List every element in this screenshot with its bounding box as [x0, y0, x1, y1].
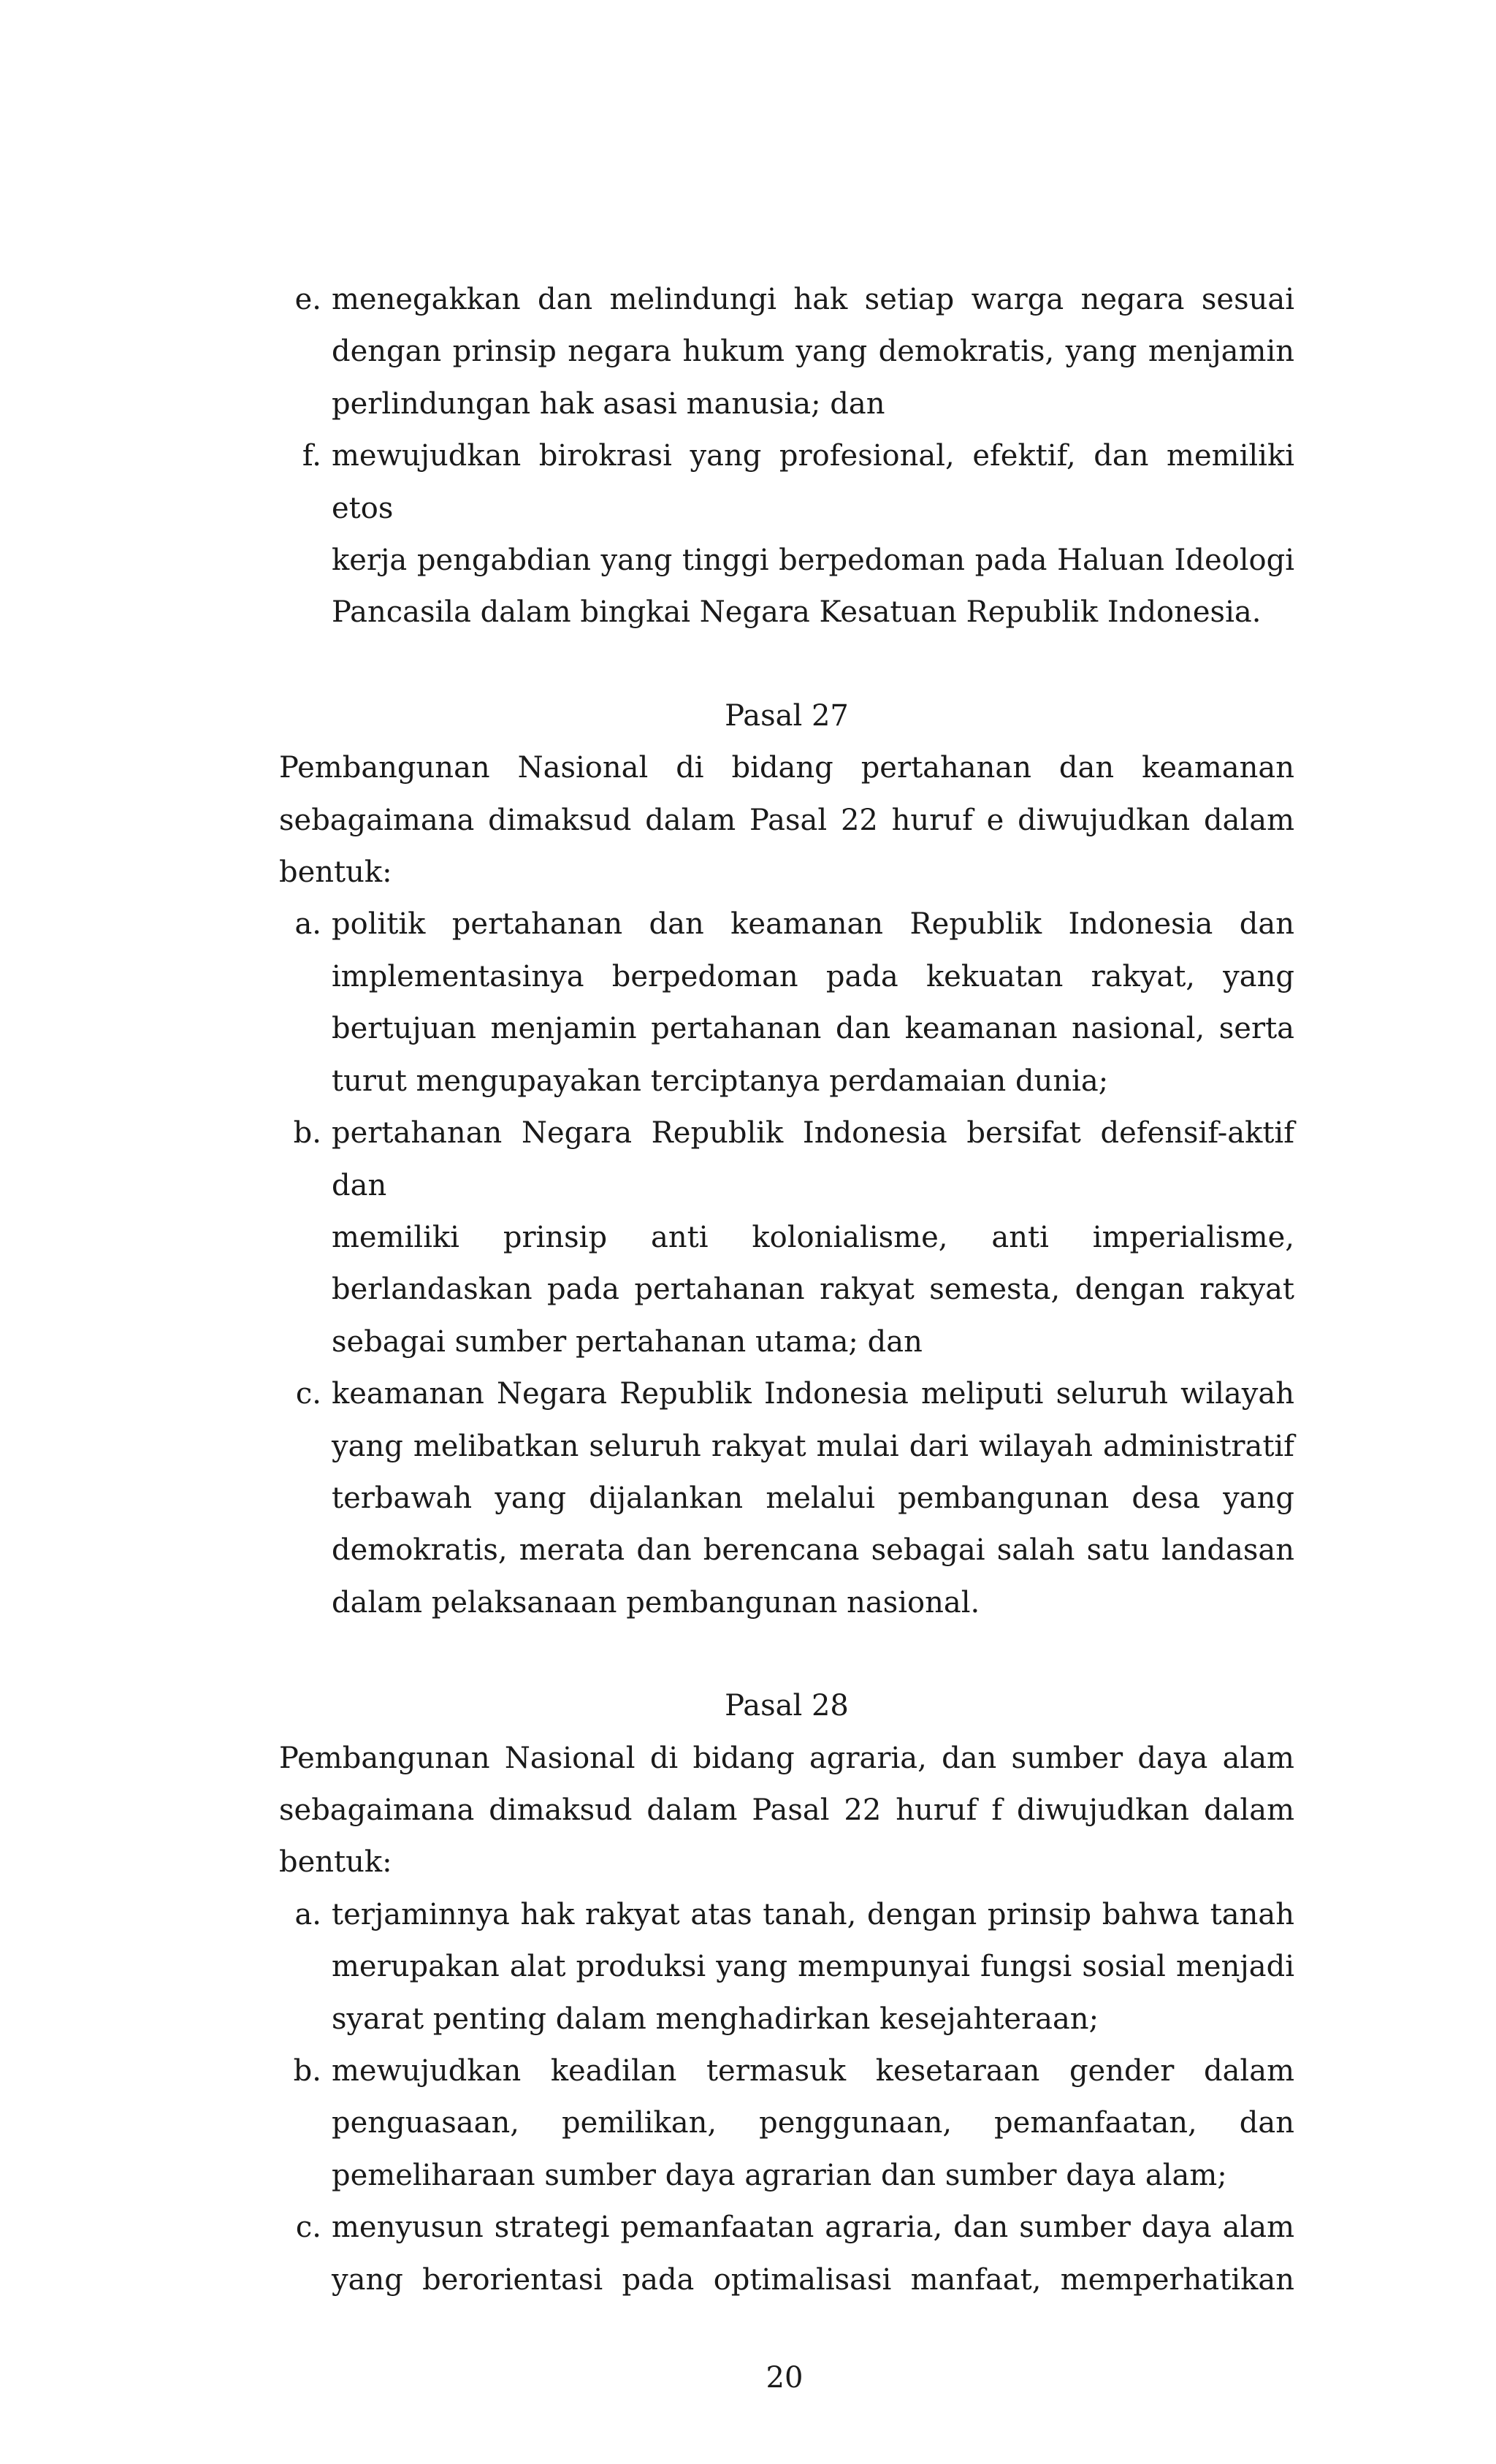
list-item-text: [332, 1368, 1294, 1629]
text-line: terjaminnya hak rakyat atas tanah, dengan prinsip bahwa tanah: [332, 1897, 1294, 1931]
text-line: dalam pelaksanaan pembangunan nasional.: [332, 1585, 980, 1620]
text-line: Pembangunan Nasional di bidang agraria, dan sumber daya alam: [279, 1741, 1294, 1775]
text-line: yang berorientasi pada optimalisasi manfaat, memperhatikan: [332, 2262, 1294, 2297]
text-line: Pembangunan Nasional di bidang pertahanan dan keamanan: [279, 751, 1294, 785]
text-line: mewujudkan birokrasi yang profesional, efektif, dan memiliki etos: [332, 439, 1294, 525]
text-line: bertujuan menjamin pertahanan dan keamanan nasional, serta: [332, 1012, 1294, 1046]
list-marker: c.: [295, 2211, 321, 2245]
text-line: demokratis, merata dan berencana sebagai salah satu landasan: [332, 1533, 1294, 1568]
text-line: berlandaskan pada pertahanan rakyat semesta, dengan rakyat: [332, 1273, 1294, 1307]
text-line: terbawah yang dijalankan melalui pembangunan desa yang: [332, 1481, 1294, 1515]
list-item-f: [279, 430, 1294, 639]
section-heading: Pasal 27: [725, 698, 849, 733]
section-intro: [279, 1733, 1294, 1889]
list-item-c: [279, 1368, 1294, 1629]
text-line: kerja pengabdian yang tinggi berpedoman pada Haluan Ideologi: [332, 543, 1294, 578]
list-item-text: [332, 2202, 1294, 2306]
text-line: memiliki prinsip anti kolonialisme, anti imperialisme,: [332, 1220, 1294, 1254]
list-item-b: [279, 2045, 1294, 2202]
text-line: merupakan alat produksi yang mempunyai fungsi sosial menjadi: [332, 1950, 1294, 1984]
text-line: implementasinya berpedoman pada kekuatan rakyat, yang: [332, 959, 1294, 993]
section-heading: Pasal 28: [725, 1689, 849, 1723]
text-line: dengan prinsip negara hukum yang demokratis, yang menjamin: [332, 335, 1294, 369]
text-line: penguasaan, pemilikan, penggunaan, pemanfaatan, dan: [332, 2106, 1294, 2140]
list-item-text: [332, 1889, 1294, 2045]
list-marker: e.: [294, 283, 321, 316]
list-item-c: [279, 2202, 1294, 2306]
text-line: menyusun strategi pemanfaatan agraria, dan sumber daya alam: [332, 2211, 1294, 2245]
text-line: bentuk:: [279, 1845, 392, 1880]
list-marker: f.: [302, 439, 321, 473]
list-item-text: [332, 274, 1294, 430]
list-marker: a.: [294, 1897, 321, 1931]
text-line: sebagai sumber pertahanan utama; dan: [332, 1324, 923, 1359]
list-item-b: [279, 1107, 1294, 1368]
text-line: turut mengupayakan terciptanya perdamaian dunia;: [332, 1064, 1109, 1098]
text-line: bentuk:: [279, 855, 392, 890]
text-line: perlindungan hak asasi manusia; dan: [332, 386, 885, 421]
list-item-text: [332, 2045, 1294, 2202]
text-line: sebagaimana dimaksud dalam Pasal 22 huruf e diwujudkan dalam: [279, 803, 1294, 837]
list-item-text: [332, 1107, 1294, 1368]
text-line: politik pertahanan dan keamanan Republik Indonesia dan: [332, 907, 1294, 942]
list-top: [279, 274, 1294, 639]
text-line: mewujudkan keadilan termasuk kesetaraan gender dalam: [332, 2054, 1294, 2088]
page-number: 20: [766, 2361, 804, 2395]
list-marker: a.: [294, 907, 321, 942]
section-intro: [279, 742, 1294, 899]
document-page: [279, 274, 1294, 2306]
list-marker: b.: [293, 1116, 321, 1151]
list-item-a: [279, 899, 1294, 1107]
list-marker: b.: [293, 2054, 321, 2088]
list-item-a: [279, 1889, 1294, 2045]
section-pasal-27: [279, 690, 1294, 1629]
list-marker: c.: [295, 1377, 321, 1411]
text-line: Pancasila dalam bingkai Negara Kesatuan Republik Indonesia.: [332, 595, 1262, 630]
text-line: menegakkan dan melindungi hak setiap warga negara sesuai: [332, 283, 1294, 316]
list-item-text: [332, 430, 1294, 639]
text-line: syarat penting dalam menghadirkan kesejahteraan;: [332, 2002, 1099, 2036]
text-line: yang melibatkan seluruh rakyat mulai dari wilayah administratif: [332, 1429, 1294, 1463]
text-line: pertahanan Negara Republik Indonesia bersifat defensif-aktif dan: [332, 1116, 1294, 1202]
text-line: keamanan Negara Republik Indonesia meliputi seluruh wilayah: [332, 1377, 1294, 1411]
list-item-text: [332, 899, 1294, 1107]
text-line: pemeliharaan sumber daya agrarian dan sumber daya alam;: [332, 2158, 1227, 2192]
list-item-e: [279, 274, 1294, 430]
section-pasal-28: [279, 1680, 1294, 2306]
text-line: sebagaimana dimaksud dalam Pasal 22 huruf f diwujudkan dalam: [279, 1793, 1294, 1827]
